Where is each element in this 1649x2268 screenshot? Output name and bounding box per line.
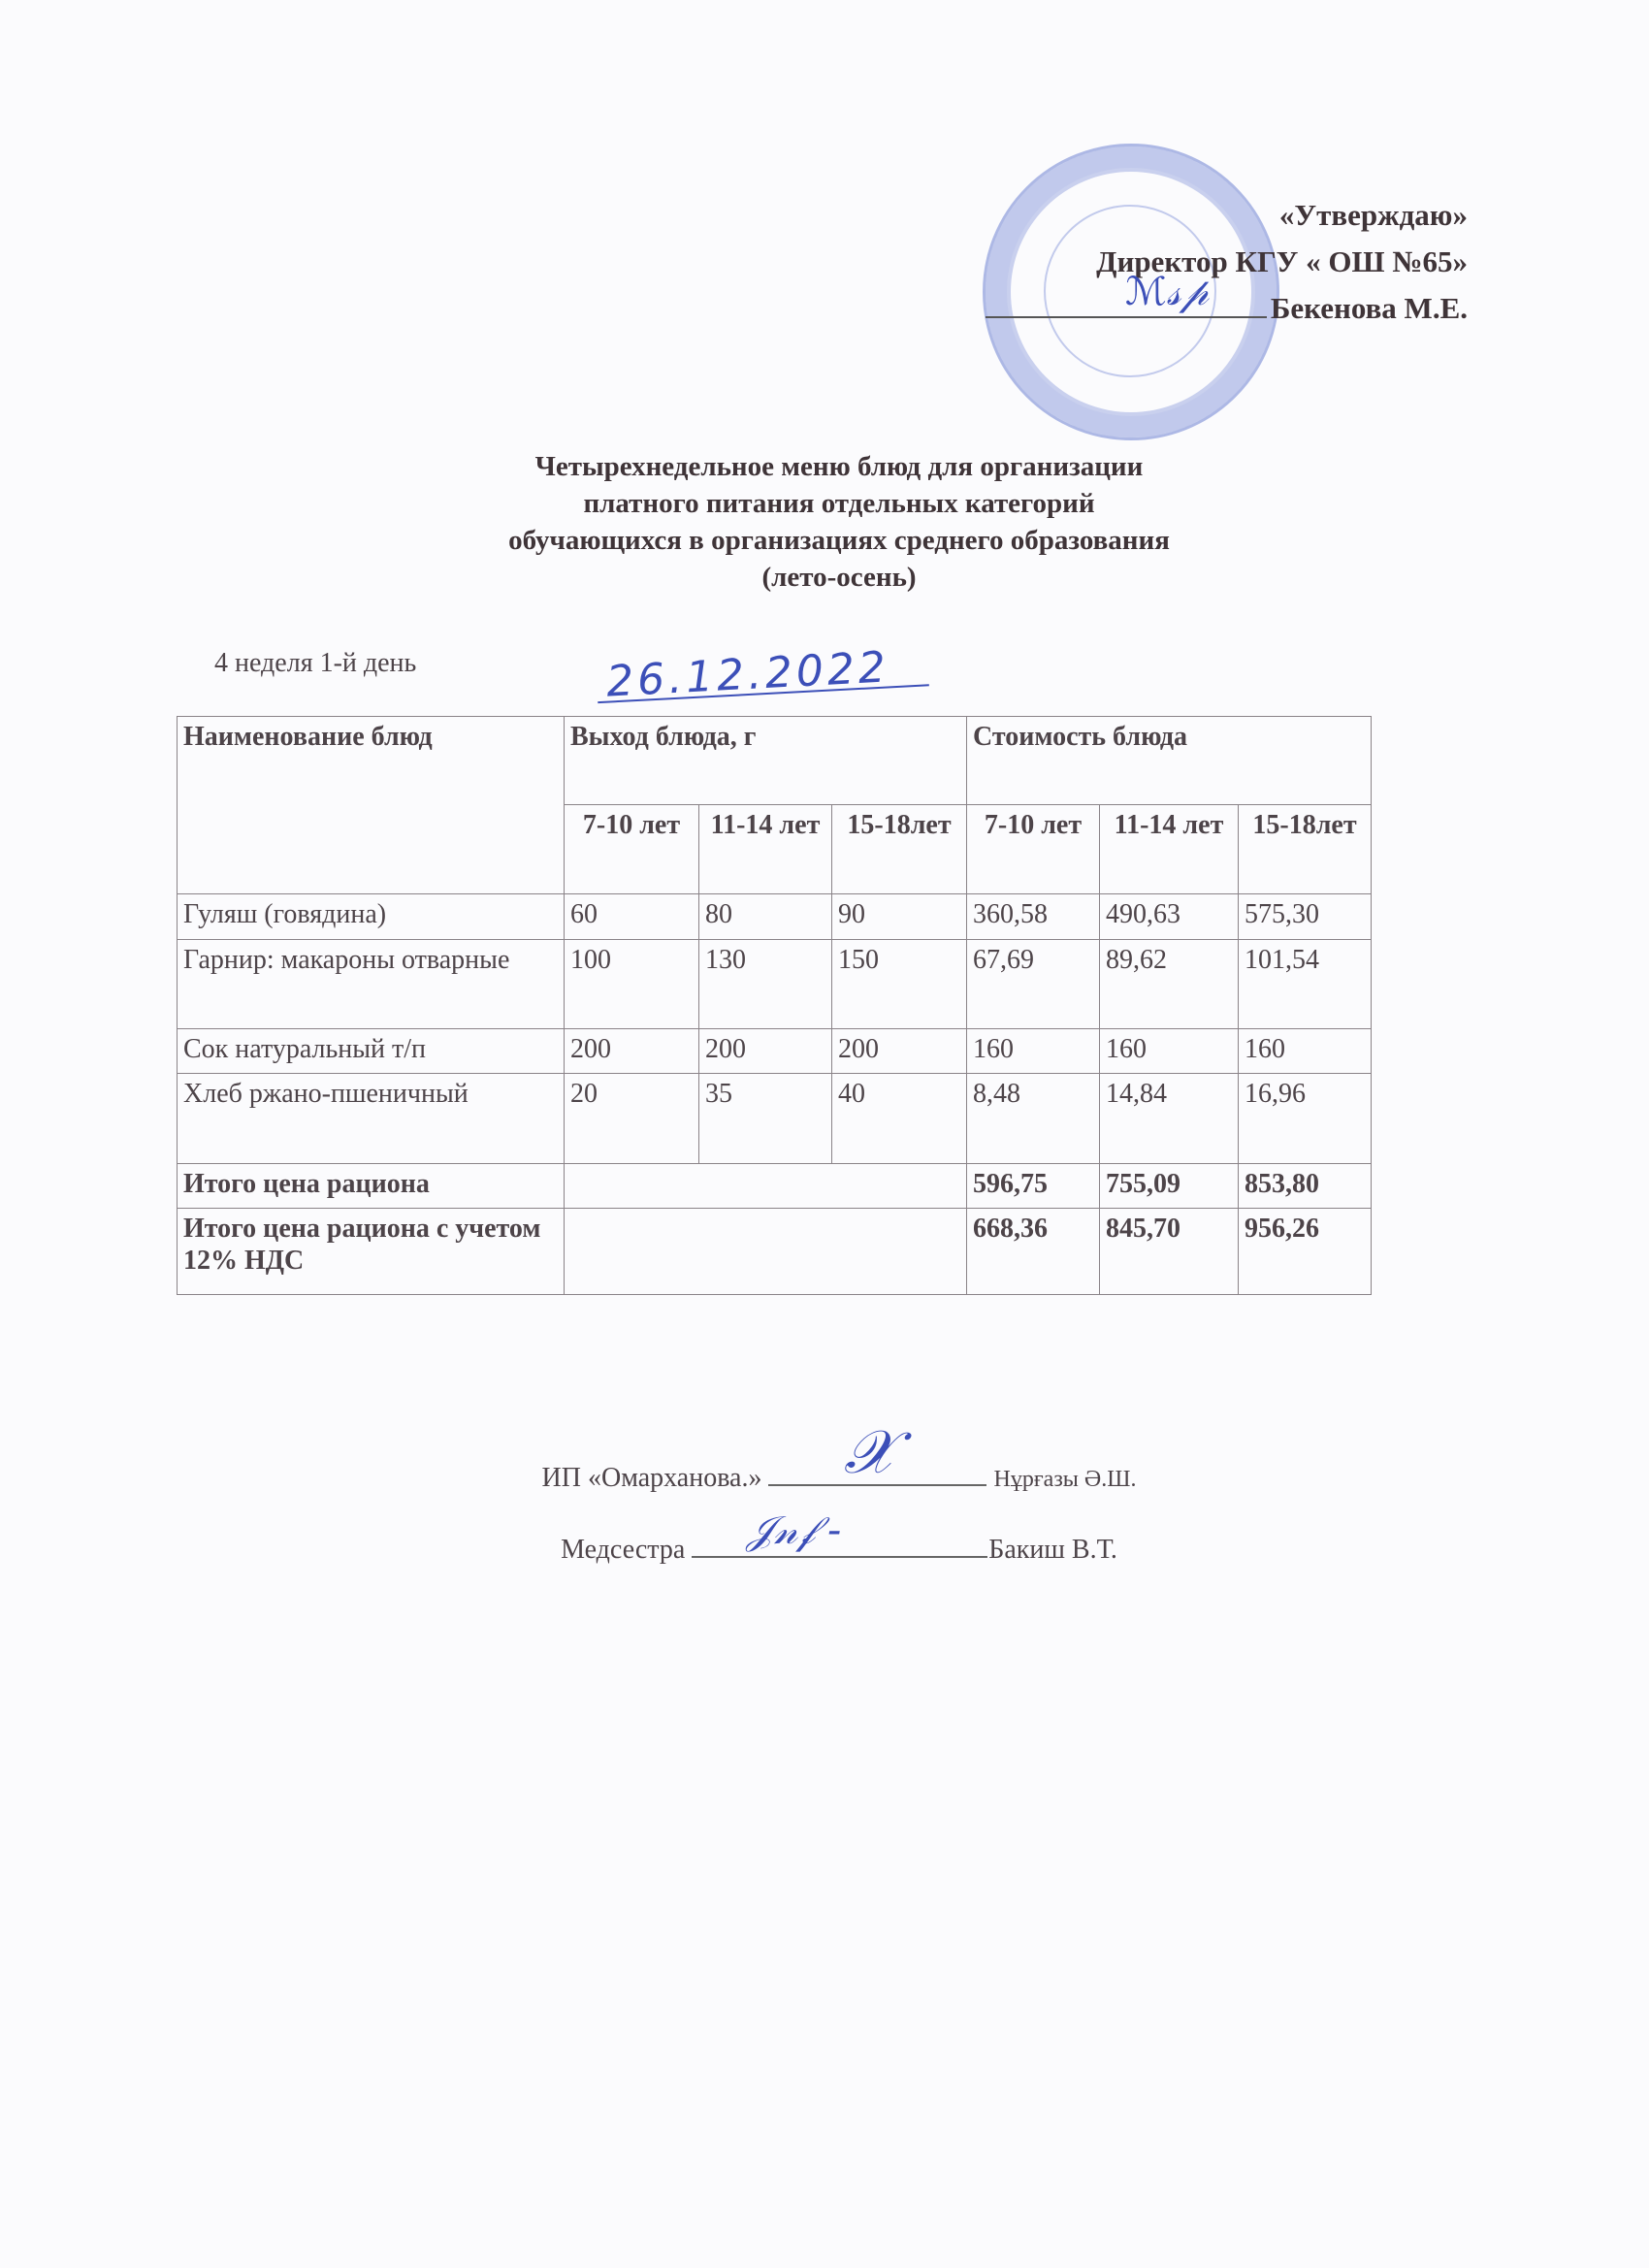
total-cell: 956,26 <box>1239 1209 1372 1295</box>
approval-heading: «Утверждаю» <box>1278 198 1468 232</box>
approval-signature-line <box>986 285 1468 332</box>
table-row <box>178 894 1372 940</box>
title-line: Четырехнедельное меню блюд для организации <box>534 451 1144 482</box>
cell: 360,58 <box>967 894 1100 940</box>
dish-name: Хлеб ржано-пшеничный <box>178 1074 565 1164</box>
cell: 575,30 <box>1239 894 1372 940</box>
empty-cell <box>565 1209 967 1295</box>
page-title <box>0 448 1649 596</box>
dish-name: Сок натуральный т/п <box>178 1029 565 1074</box>
nurse-label: Медсестра <box>561 1535 686 1565</box>
supplier-label: ИП «Омарханова.» <box>541 1463 762 1493</box>
cell: 35 <box>699 1074 832 1164</box>
header-yield: Выход блюда, г <box>565 717 967 805</box>
title-line: (лето-осень) <box>761 562 917 593</box>
cell: 40 <box>832 1074 967 1164</box>
cell: 60 <box>565 894 699 940</box>
total-cell: 755,09 <box>1100 1164 1239 1209</box>
director-signature: ℳ𝓈𝓅 <box>1125 270 1210 314</box>
cell: 160 <box>1239 1029 1372 1074</box>
approval-block <box>986 192 1468 332</box>
empty-cell <box>565 1164 967 1209</box>
cell: 20 <box>565 1074 699 1164</box>
age-header: 11-14 лет <box>1100 805 1239 894</box>
supplier-signature: 𝒳 <box>844 1416 896 1487</box>
age-header: 7-10 лет <box>565 805 699 894</box>
cell: 89,62 <box>1100 940 1239 1029</box>
age-header: 15-18лет <box>832 805 967 894</box>
header-row <box>178 717 1372 805</box>
cell: 200 <box>565 1029 699 1074</box>
total-cell: 845,70 <box>1100 1209 1239 1295</box>
director-name: Бекенова М.Е. <box>1270 291 1468 325</box>
table-row <box>178 940 1372 1029</box>
age-header: 15-18лет <box>1239 805 1372 894</box>
cell: 490,63 <box>1100 894 1239 940</box>
header-name: Наименование блюд <box>178 717 565 894</box>
total-row <box>178 1164 1372 1209</box>
cell: 14,84 <box>1100 1074 1239 1164</box>
cell: 90 <box>832 894 967 940</box>
cell: 200 <box>832 1029 967 1074</box>
total-label: Итого цена рациона <box>178 1164 565 1209</box>
age-header: 11-14 лет <box>699 805 832 894</box>
total-cell: 853,80 <box>1239 1164 1372 1209</box>
cell: 67,69 <box>967 940 1100 1029</box>
table-row <box>178 1074 1372 1164</box>
title-line: обучающихся в организациях среднего образования <box>508 525 1170 556</box>
cell: 8,48 <box>967 1074 1100 1164</box>
cell: 130 <box>699 940 832 1029</box>
cell: 101,54 <box>1239 940 1372 1029</box>
cell: 100 <box>565 940 699 1029</box>
dish-name: Гуляш (говядина) <box>178 894 565 940</box>
supplier-signature-line <box>0 1457 1649 1494</box>
menu-table <box>177 716 1372 1295</box>
header-cost: Стоимость блюда <box>967 717 1372 805</box>
title-line: платного питания отдельных категорий <box>583 488 1095 519</box>
handwritten-date: 26.12.2022 <box>604 642 891 707</box>
cell: 160 <box>1100 1029 1239 1074</box>
cell: 200 <box>699 1029 832 1074</box>
table-row <box>178 1029 1372 1074</box>
age-header: 7-10 лет <box>967 805 1100 894</box>
supplier-name: Нұрғазы Ә.Ш. <box>993 1467 1137 1492</box>
day-label: 4 неделя 1-й день <box>214 648 417 678</box>
total-vat-label: Итого цена рациона с учетом 12% НДС <box>178 1209 565 1295</box>
nurse-name: Бакиш В.Т. <box>988 1535 1117 1565</box>
dish-name: Гарнир: макароны отварные <box>178 940 565 1029</box>
cell: 16,96 <box>1239 1074 1372 1164</box>
cell: 160 <box>967 1029 1100 1074</box>
total-cell: 596,75 <box>967 1164 1100 1209</box>
approval-position: Директор КГУ « ОШ №65» <box>1096 244 1468 278</box>
total-vat-row <box>178 1209 1372 1295</box>
total-cell: 668,36 <box>967 1209 1100 1295</box>
cell: 80 <box>699 894 832 940</box>
nurse-signature: 𝒥𝓃𝒻 - <box>747 1508 842 1553</box>
cell: 150 <box>832 940 967 1029</box>
